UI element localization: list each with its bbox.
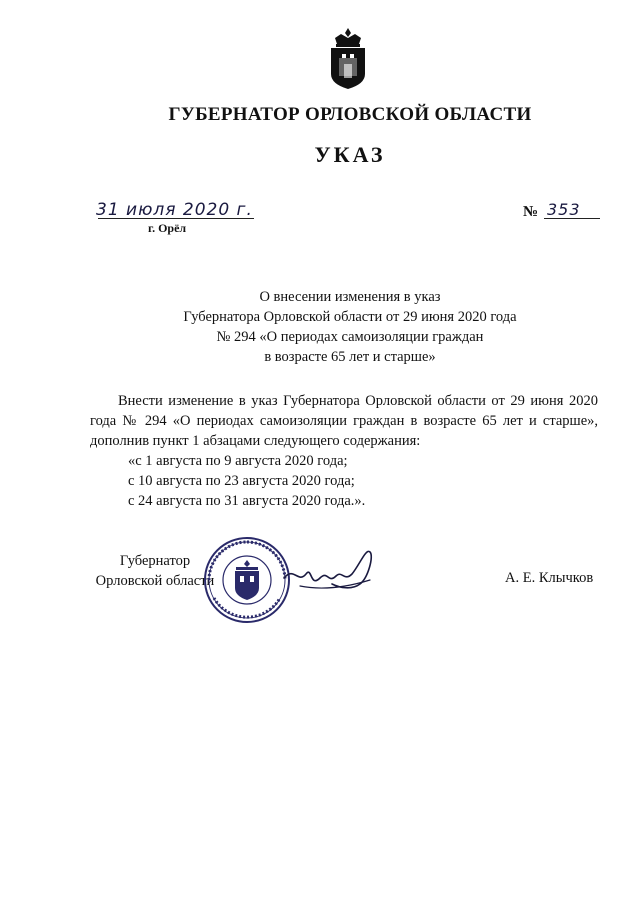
signatory-title-line: Орловской области bbox=[95, 573, 215, 589]
signatory-title-line: Губернатор bbox=[119, 553, 191, 569]
organization-title: ГУБЕРНАТОР ОРЛОВСКОЙ ОБЛАСТИ bbox=[168, 104, 532, 125]
official-seal-icon bbox=[202, 536, 292, 624]
list-item: «с 1 августа по 9 августа 2020 года; bbox=[128, 453, 348, 469]
subject-line: О внесении изменения в указ bbox=[259, 289, 441, 305]
document-body bbox=[90, 391, 598, 511]
orel-coat-of-arms-icon bbox=[327, 28, 369, 90]
document-type: УКАЗ bbox=[314, 142, 386, 167]
document-city: г. Орёл bbox=[148, 221, 187, 235]
date-underline bbox=[98, 218, 254, 220]
number-underline bbox=[544, 218, 600, 220]
document-number: 353 bbox=[547, 200, 581, 219]
document-date: 31 июля 2020 г. bbox=[96, 200, 253, 220]
document-subject bbox=[140, 287, 560, 367]
list-item: с 24 августа по 31 августа 2020 года.». bbox=[128, 493, 366, 509]
subject-line: Губернатора Орловской области от 29 июня 2020 года bbox=[183, 309, 517, 325]
handwritten-signature-icon bbox=[280, 544, 380, 596]
body-paragraph: Внести изменение в указ Губернатора Орловской области от 29 июня 2020 года № 294 «О периодах самоизоляции граждан в возрасте 65 лет и старше», дополнив пункт 1 абзацами следующего содержания: bbox=[90, 393, 598, 449]
list-item: с 10 августа по 23 августа 2020 года; bbox=[128, 473, 355, 489]
signatory-name: А. Е. Клычков bbox=[505, 570, 594, 586]
subject-line: в возрасте 65 лет и старше» bbox=[264, 349, 436, 365]
signatory-title bbox=[90, 551, 220, 591]
number-label: № bbox=[523, 204, 539, 220]
subject-line: № 294 «О периодах самоизоляции граждан bbox=[216, 329, 484, 345]
